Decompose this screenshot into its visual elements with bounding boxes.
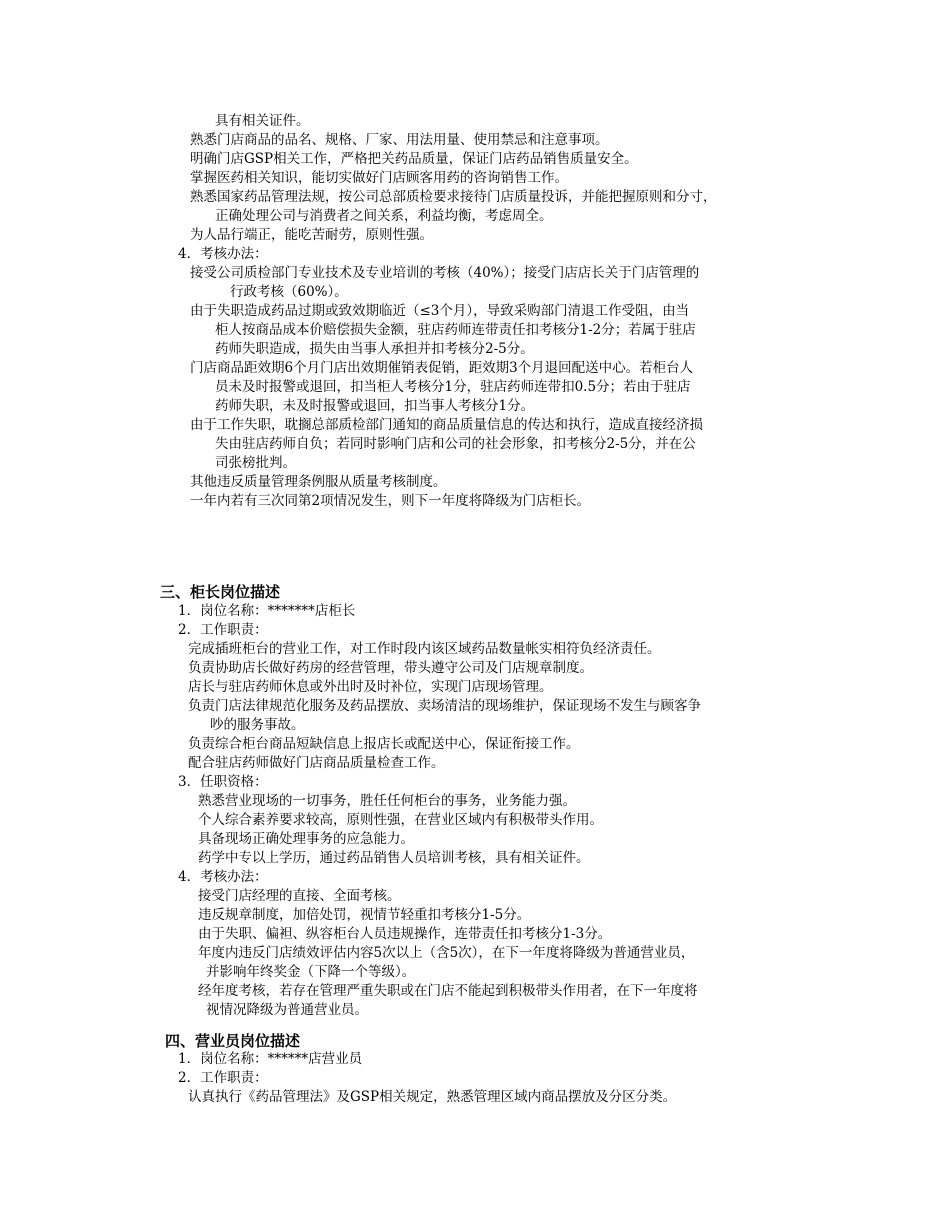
duties-heading: 2．工作职责： xyxy=(178,622,268,638)
assessment-item: 由于失职造成药品过期或致效期临近（≤3个月），导致采购部门清退工作受阻，由当 xyxy=(190,303,690,319)
assessment-item-continued: 柜人按商品成本价赔偿损失金额，驻店药师连带责任扣考核分1-2分；若属于驻店 xyxy=(215,322,696,338)
qualification-item-continued: 正确处理公司与消费者之间关系，利益均衡，考虑周全。 xyxy=(215,208,553,224)
qualification-item: 熟悉国家药品管理法规，按公司总部质检要求接待门店质量投诉，并能把握原则和分寸， xyxy=(190,189,717,205)
duty-item: 配合驻店药师做好门店商品质量检查工作。 xyxy=(188,755,445,771)
duties-heading: 2．工作职责： xyxy=(178,1070,268,1086)
assessment-item-continued: 行政考核（60%）。 xyxy=(230,284,348,300)
qualification-item: 熟悉门店商品的品名、规格、厂家、用法用量、使用禁忌和注意事项。 xyxy=(190,132,609,148)
section-title: 四、营业员岗位描述 xyxy=(165,1032,301,1050)
position-name: 1．岗位名称：*******店柜长 xyxy=(178,603,356,619)
assessment-item-continued: 司张榜批判。 xyxy=(215,455,296,471)
assessment-item: 年度内违反门店绩效评估内容5次以上（含5次），在下一年度将降级为普通营业员， xyxy=(198,945,695,961)
assessment-item: 由于工作失职，耽搁总部质检部门通知的商品质量信息的传达和执行，造成直接经济损 xyxy=(190,417,703,433)
assessment-item-continued: 失由驻店药师自负；若同时影响门店和公司的社会形象，扣考核分2-5分，并在公 xyxy=(215,436,696,452)
assessment-item: 一年内若有三次同第2项情况发生，则下一年度将降级为门店柜长。 xyxy=(190,493,591,509)
position-name: 1．岗位名称：******店营业员 xyxy=(178,1051,363,1067)
duty-item: 负责综合柜台商品短缺信息上报店长或配送中心，保证衔接工作。 xyxy=(188,736,580,752)
assessment-item-continued: 员未及时报警或退回，扣当柜人考核分1分，驻店药师连带扣0.5分；若由于驻店 xyxy=(215,379,691,395)
assessment-item-continued: 药师失职造成，损失由当事人承担并扣考核分2-5分。 xyxy=(215,341,534,357)
assessment-item: 其他违反质量管理条例服从质量考核制度。 xyxy=(190,474,447,490)
duty-item: 负责协助店长做好药房的经营管理，带头遵守公司及门店规章制度。 xyxy=(188,660,593,676)
qualification-item: 具备现场正确处理事务的应急能力。 xyxy=(198,831,414,847)
qualification-item: 药学中专以上学历，通过药品销售人员培训考核，具有相关证件。 xyxy=(198,850,590,866)
assessment-item-continued: 药师失职，未及时报警或退回，扣当事人考核分1分。 xyxy=(215,398,535,414)
assessment-item: 接受公司质检部门专业技术及专业培训的考核（40%）；接受门店店长关于门店管理的 xyxy=(190,265,700,281)
assessment-item: 违反规章制度，加倍处罚，视情节轻重扣考核分1-5分。 xyxy=(198,907,531,923)
assessment-item: 接受门店经理的直接、全面考核。 xyxy=(198,888,401,904)
qualification-item: 个人综合素养要求较高，原则性强，在营业区域内有积极带头作用。 xyxy=(198,812,603,828)
section-title: 三、柜长岗位描述 xyxy=(160,583,281,601)
duty-item: 负责门店法律规范化服务及药品摆放、卖场清洁的现场维护，保证现场不发生与顾客争 xyxy=(188,698,701,714)
assessment-heading: 4．考核办法： xyxy=(178,869,268,885)
assessment-item: 经年度考核，若存在管理严重失职或在门店不能起到积极带头作用者，在下一年度将 xyxy=(198,983,698,999)
qualification-item: 明确门店GSP相关工作，严格把关药品质量，保证门店药品销售质量安全。 xyxy=(190,151,638,167)
qualification-item: 为人品行端正，能吃苦耐劳，原则性强。 xyxy=(190,227,433,243)
duty-item-continued: 吵的服务事故。 xyxy=(210,717,305,733)
qualification-item: 掌握医药相关知识，能切实做好门店顾客用药的咨询销售工作。 xyxy=(190,170,568,186)
qualification-item: 熟悉营业现场的一切事务，胜任任何柜台的事务，业务能力强。 xyxy=(198,793,576,809)
duty-item: 认真执行《药品管理法》及GSP相关规定，熟悉管理区域内商品摆放及分区分类。 xyxy=(188,1089,677,1105)
duty-item: 店长与驻店药师休息或外出时及时补位，实现门店现场管理。 xyxy=(188,679,553,695)
qualification-heading: 3．任职资格： xyxy=(178,774,268,790)
assessment-item-continued: 并影响年终奖金（下降一个等级）。 xyxy=(206,964,416,980)
assessment-item: 由于失职、偏袒、纵容柜台人员违规操作，连带责任扣考核分1-3分。 xyxy=(198,926,612,942)
duty-item: 完成插班柜台的营业工作，对工作时段内该区域药品数量帐实相符负经济责任。 xyxy=(188,641,661,657)
assessment-item: 门店商品距效期6个月门店出效期催销表促销，距效期3个月退回配送中心。若柜台人 xyxy=(190,360,694,376)
assessment-item-continued: 视情况降级为普通营业员。 xyxy=(206,1002,368,1018)
qualification-text: 具有相关证件。 xyxy=(215,113,310,129)
assessment-heading: 4．考核办法： xyxy=(178,246,268,262)
